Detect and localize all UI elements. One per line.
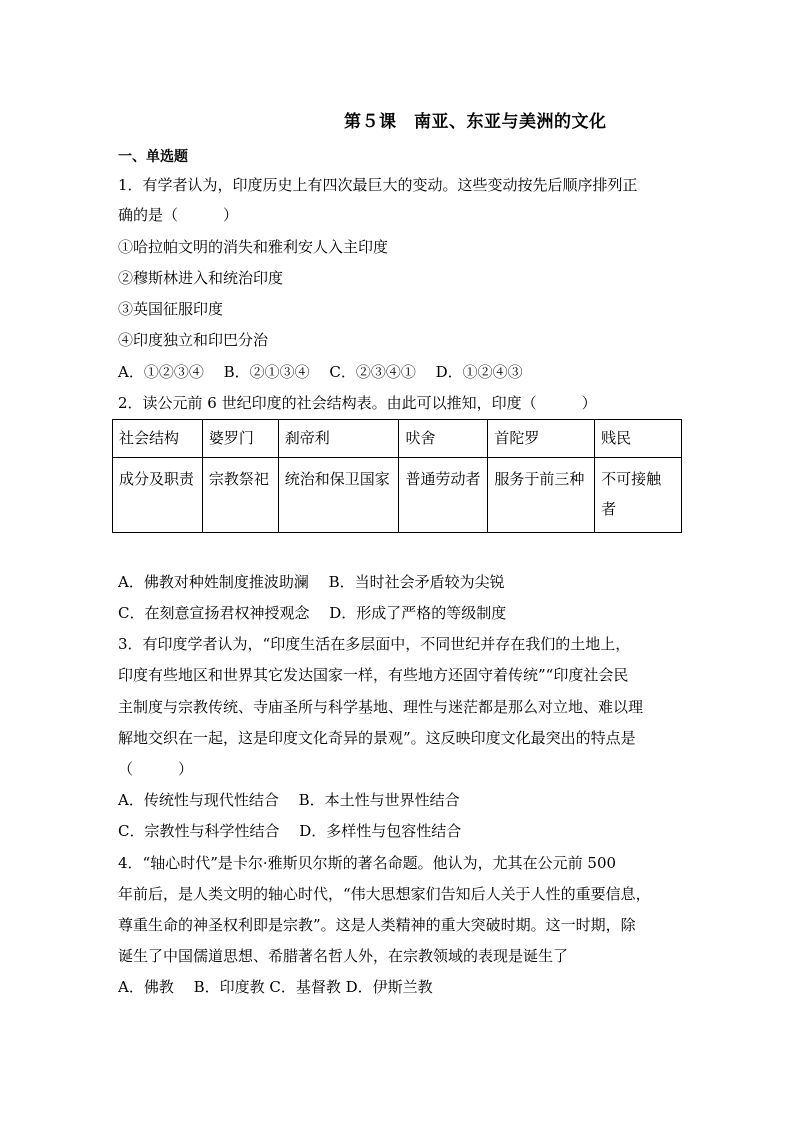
table-row: [113, 458, 682, 533]
table-cell: 社会结构: [113, 420, 203, 458]
q1-stem-line-1: 1．有学者认为，印度历史上有四次最巨大的变动。这些变动按先后顺序排列正: [118, 176, 638, 194]
q3-stem-line-3: 主制度与宗教传统、寺庙圣所与科学基地、理性与迷茫都是那么对立地、难以理: [118, 698, 644, 716]
q2-options-line-1: A．佛教对种姓制度推波助澜 B．当时社会矛盾较为尖锐: [118, 573, 505, 591]
q2-options-line-2: C．在刻意宣扬君权神授观念 D．形成了严格的等级制度: [118, 604, 507, 622]
section-heading: 一、单选题: [118, 149, 188, 165]
lesson-title: 第５课 南亚、东亚与美洲的文化: [344, 112, 607, 132]
q3-stem-line-5: （ ）: [118, 760, 194, 778]
table-cell: 成分及职责: [113, 458, 203, 533]
table-cell: 婆罗门: [202, 420, 278, 458]
q1-stem-line-2: 确的是（ ）: [118, 206, 239, 224]
q3-options-line-1: A．传统性与现代性结合 B．本土性与世界性结合: [118, 791, 460, 809]
q3-stem-line-1: 3．有印度学者认为，“印度生活在多层面中，不同世纪并存在我们的土地上，: [118, 635, 631, 653]
q3-stem-line-2: 印度有些地区和世界其它发达国家一样，有些地方还固守着传统”“印度社会民: [118, 666, 629, 684]
table-cell: 宗教祭祀: [202, 458, 278, 533]
table-cell: 刹帝利: [278, 420, 399, 458]
q1-options: A．①②③④ B．②①③④ C．②③④① D．①②④③: [118, 363, 523, 381]
q2-stem: 2．读公元前 6 世纪印度的社会结构表。由此可以推知，印度（ ）: [118, 394, 597, 412]
q3-options-line-2: C．宗教性与科学性结合 D．多样性与包容性结合: [118, 822, 462, 840]
table-cell: 贱民: [595, 420, 682, 458]
q4-stem-line-2: 年前后，是人类文明的轴心时代，“伟大思想家们告知后人关于人性的重要信息，: [118, 885, 651, 903]
q1-item-1: ①哈拉帕文明的消失和雅利安人入主印度: [118, 238, 389, 256]
social-structure-table: [112, 419, 682, 533]
q4-stem-line-3: 尊重生命的神圣权利即是宗教”。这是人类精神的重大突破时期。这一时期，除: [118, 916, 636, 934]
table-cell: 服务于前三种: [488, 458, 595, 533]
table-row: [113, 420, 682, 458]
table-cell: 首陀罗: [488, 420, 595, 458]
table-cell: 不可接触者: [595, 458, 682, 533]
q4-stem-line-1: 4．“轴心时代”是卡尔·雅斯贝尔斯的著名命题。他认为，尤其在公元前 500: [118, 854, 617, 872]
table-cell: 吠舍: [399, 420, 488, 458]
q4-stem-line-4: 诞生了中国儒道思想、希腊著名哲人外，在宗教领域的表现是诞生了: [118, 947, 569, 965]
table-cell: 普通劳动者: [399, 458, 488, 533]
q1-item-4: ④印度独立和印巴分治: [118, 331, 269, 349]
q3-stem-line-4: 解地交织在一起，这是印度文化奇异的景观”。这反映印度文化最突出的特点是: [118, 729, 636, 747]
q1-item-3: ③英国征服印度: [118, 300, 224, 318]
q1-item-2: ②穆斯林进入和统治印度: [118, 269, 284, 287]
table-cell: 统治和保卫国家: [278, 458, 399, 533]
q4-options: A．佛教 B．印度教 C．基督教 D．伊斯兰教: [118, 978, 433, 996]
